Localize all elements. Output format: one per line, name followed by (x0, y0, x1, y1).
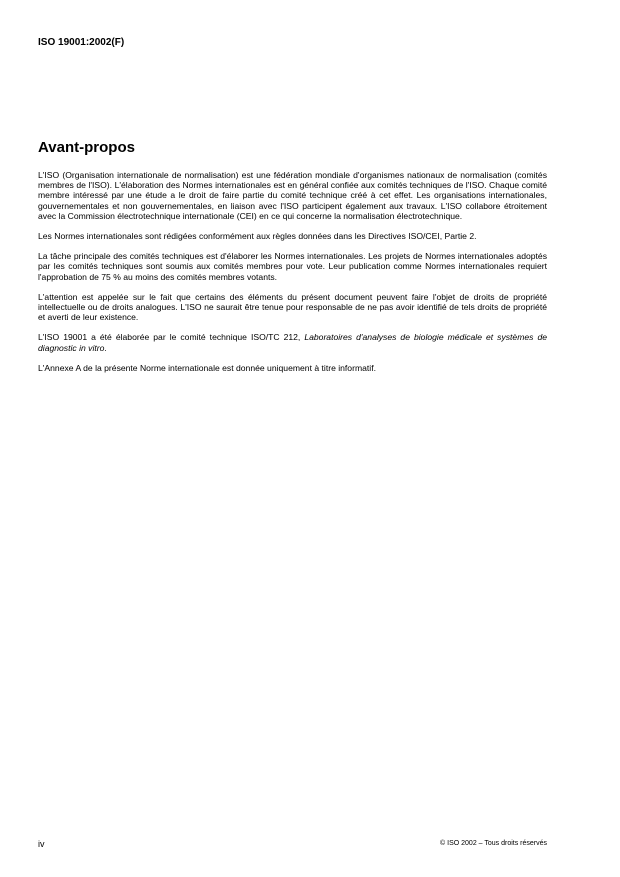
paragraph-annex: L'Annexe A de la présente Norme internationale est donnée uniquement à titre informatif. (38, 362, 376, 373)
document-id-header: ISO 19001:2002(F) (38, 37, 125, 48)
paragraph-directives: Les Normes internationales sont rédigées conformément aux règles données dans les Directives ISO/CEI, Partie 2. (38, 231, 477, 242)
committee-title: Laboratoires d'analyses de biologie médicale et systèmes de diagnostic in vitro (38, 332, 548, 353)
paragraph-organisation: L'ISO (Organisation internationale de normalisation) est une fédération mondiale d'organismes nationaux de normalisation (comités membres de l'ISO). L'élaboration des Normes internationales est en général confiée aux comités techniques de l'ISO. Chaque comité membre intéressé par une étude a le droit de faire partie du comité technique créé à cet effet. Les organisations internationales, gouvernementales et non gouvernementales, en liaison avec l'ISO participent également aux travaux. L'ISO collabore étroitement avec la Commission électrotechnique internationale (CEI) en ce qui concerne la normalisation électrotechnique. (38, 170, 547, 221)
prepared-by-text: L'ISO 19001 a été élaborée par le comité technique ISO/TC 212, (38, 332, 305, 343)
page-number: iv (38, 839, 45, 849)
paragraph-patent-rights: L'attention est appelée sur le fait que certains des éléments du présent document peuvent faire l'objet de droits de propriété intellectuelle ou de droits analogues. L'ISO ne saurait être tenue pour responsable de ne pas avoir identifié de tels droits de propriété et averti de leur existence. (38, 291, 547, 323)
copyright-notice: © ISO 2002 – Tous droits réservés (440, 840, 547, 847)
paragraph-technical-committees: La tâche principale des comités techniques est d'élaborer les Normes internationales. Les projets de Normes internationales adoptés par les comités techniques sont soumis aux comités membres pour vote. Leur publication comme Normes internationales requiert l'approbation de 75 % au moins des comités membres votants. (38, 251, 547, 282)
paragraph-prepared-by (38, 332, 547, 352)
foreword-body (38, 170, 547, 383)
prepared-by-end: . (104, 342, 107, 353)
section-title: Avant-propos (38, 139, 135, 156)
